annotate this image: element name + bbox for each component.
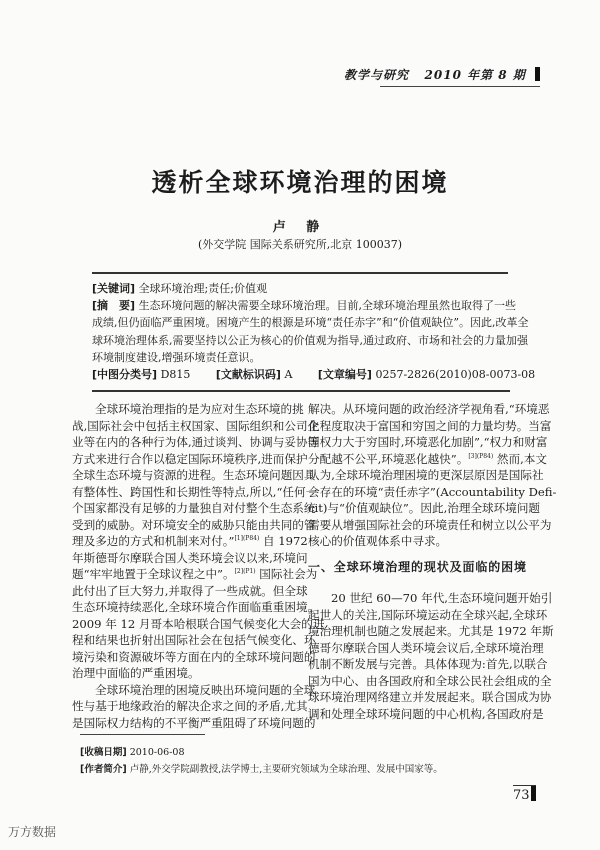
author-bio-text: 卢静,外交学院副教授,法学博士,主要研究领域为全球治理、发展中国家等。 <box>129 764 443 775</box>
doc-code-value: A <box>284 368 293 382</box>
body-line <box>72 434 320 451</box>
body-line <box>72 649 316 666</box>
line-text: 是国际权力结构的不平衡严重阻碍了环境问题的 <box>72 715 316 730</box>
affiliation: (外交学院 国际关系研究所,北京 100037) <box>197 238 403 251</box>
doc-code <box>216 368 293 381</box>
body-line <box>308 533 526 550</box>
body-line <box>72 467 316 484</box>
body-line <box>308 418 552 435</box>
body-line <box>308 607 548 624</box>
body-line <box>72 616 325 633</box>
line-text: 理及多边的方式和机制来对付。” <box>72 534 235 548</box>
received-label: [收稿日期] <box>80 747 127 758</box>
line-text: 需要从增强国际社会的环境责任和树立以公平为 <box>308 517 552 532</box>
running-head <box>344 66 540 83</box>
body-line <box>308 623 554 640</box>
line-text: 国为中心、由各国政府和全球公民社会组成的全 <box>308 673 552 688</box>
author-bio-label: [作者简介] <box>80 764 127 775</box>
line-text: 个国家都没有足够的力量独自对付整个生态系统 <box>72 501 316 515</box>
line-text: 受到的威胁。对环境安全的威胁只能由共同的管 <box>72 517 316 532</box>
line-text: 程和结果也折射出国际社会在包括气候变化、环 <box>72 633 316 647</box>
body-line <box>72 566 318 583</box>
watermark: 万方数据 <box>8 825 57 839</box>
line-text: 方式来进行合作以稳定国际环境秩序,进而保护 <box>72 451 308 466</box>
line-text: 题“牢牢地置于全球议程之中”。 <box>72 567 235 581</box>
line-text: 有整体性、跨国性和长期性等特点,所以,“任何一 <box>72 484 318 499</box>
body-line <box>308 434 548 451</box>
citation-marker: [1](P84) <box>234 535 260 543</box>
line-text: 境治理机制也随之发展起来。尤其是 1972 年斯 <box>308 624 554 638</box>
line-text: 化程度取决于富国和穷国之间的力量均势。当富 <box>308 418 552 433</box>
article-title: 透析全球环境治理的困境 <box>151 168 449 197</box>
body-line <box>72 715 316 732</box>
body-column-left <box>72 401 325 731</box>
body-line <box>72 599 320 616</box>
line-text: 全球环境治理的困境反映出环境问题的全球 <box>95 682 316 697</box>
line-text: 境污染和资源破坏等方面在内的全球环境问题的 <box>72 649 316 664</box>
clc-label: [中图分类号] <box>92 368 158 382</box>
body-line <box>72 698 308 715</box>
line-text: 德哥尔摩联合国人类环境会议后,全球环境治理 <box>308 640 544 655</box>
line-text: 然而,本文 <box>493 451 547 466</box>
body-line <box>72 401 304 418</box>
line-text: 全球生态环境与资源的进程。生态环境问题因具 <box>72 468 316 482</box>
line-text: 分配越不公平,环境恶化越快”。 <box>308 451 469 466</box>
abstract-line: 球环境治理体系,需要坚持以公正为核心的价值观为指导,通过政府、市场和社会的力量加强 <box>92 333 528 347</box>
page-number <box>513 785 536 803</box>
line-text: 自 1972 <box>259 534 308 548</box>
body-line <box>308 706 544 723</box>
clc-value: D815 <box>160 368 191 382</box>
journal-name: 教学与研究 <box>343 68 409 82</box>
body-line <box>72 583 308 600</box>
body-line <box>72 632 316 649</box>
article-no-value: 0257-2826(2010)08-0073-08 <box>375 368 536 382</box>
keywords-row <box>92 280 508 297</box>
body-line <box>308 467 544 484</box>
abstract-line <box>92 297 517 314</box>
header-bar-mark <box>535 67 540 81</box>
body-line <box>72 500 316 517</box>
body-line <box>72 550 308 567</box>
keywords-label: [关键词] <box>92 282 136 295</box>
body-line <box>72 533 308 550</box>
author-bio <box>80 761 443 778</box>
body-line <box>72 451 308 468</box>
section-heading <box>308 559 526 576</box>
line-text: 此付出了巨大努力,并取得了一些成就。但全球 <box>72 583 308 598</box>
line-text: 20 世纪 60—70 年代,生态环境问题开始引 <box>331 591 553 605</box>
body-line <box>72 517 316 534</box>
footnote-rule <box>80 734 205 735</box>
body-line <box>72 418 320 435</box>
body-line <box>72 665 290 682</box>
abstract-line: 环境制度建设,增强环境责任意识。 <box>92 350 261 364</box>
line-text: 球环境治理网络建立并发展起来。联合国成为协 <box>308 690 552 704</box>
line-text: 生态环境持续恶化,全球环境合作面临重重困境。 <box>72 600 320 614</box>
body-line <box>308 484 557 501</box>
line-text: 战,国际社会中包括主权国家、国际组织和公司企 <box>72 418 320 433</box>
footnotes <box>80 744 443 778</box>
line-text: 2009 年 12 月哥本哈根联合国气候变化大会的进 <box>72 616 325 631</box>
citation-marker: [2](P1) <box>234 568 256 576</box>
line-text: 机制不断发展与完善。具体体现为:首先,以联合 <box>308 657 548 671</box>
page-number-text: 73 <box>513 788 530 803</box>
abstract-text: 生态环境问题的解决需要全球环境治理。目前,全球环境治理虽然也取得了一些 <box>138 299 517 313</box>
line-text: 治理中面临的严重困境。 <box>72 666 200 680</box>
line-text: 年斯德哥尔摩联合国人类环境会议以来,环境问 <box>72 550 308 565</box>
body-line <box>72 682 316 699</box>
body-line <box>308 590 553 607</box>
article-no <box>318 368 535 381</box>
line-text: 国际社会为 <box>255 567 318 581</box>
line-text: 会存在的环境“责任赤字”(Accountability Defi- <box>308 484 557 499</box>
body-line <box>308 500 541 517</box>
issue-label: 2010 年第 8 期 <box>424 68 526 82</box>
body-line <box>308 673 552 690</box>
body-column-right <box>308 401 557 722</box>
keywords: 全球环境治理;责任;价值观 <box>138 282 267 295</box>
line-text: 认为,全球环境治理困境的更深层原因是国际社 <box>308 468 544 482</box>
line-text: 解决。从环境问题的政治经济学视角看,“环境恶 <box>308 402 550 416</box>
clc <box>92 368 190 381</box>
abstract-bottom-rule <box>92 390 510 392</box>
page-bar-mark <box>531 786 536 801</box>
abstract-label: [摘 要] <box>92 299 136 313</box>
doc-code-label: [文献标识码] <box>215 368 281 382</box>
body-line <box>308 640 544 657</box>
abstract-line: 成绩,但仍面临严重困境。困境产生的根源是环境“责任赤字”和“价值观缺位”。因此,改革全 <box>92 316 529 330</box>
body-line <box>72 484 318 501</box>
line-text: 性与基于地缘政治的解决企求之间的矛盾,尤其 <box>72 699 308 713</box>
received-value: 2010-06-08 <box>129 747 185 758</box>
body-line <box>308 401 550 418</box>
line-text: 全球环境治理指的是为应对生态环境的挑 <box>95 402 304 416</box>
header-rule <box>380 86 540 87</box>
citation-marker: [3](P84) <box>468 452 494 460</box>
body-line <box>308 517 552 534</box>
body-line <box>308 656 548 673</box>
body-line <box>308 451 547 468</box>
line-text: 业等在内的各种行为体,通过谈判、协调与妥协等 <box>72 435 320 449</box>
received-date <box>80 744 443 761</box>
body-line <box>308 689 552 706</box>
line-text: 起世人的关注,国际环境运动在全球兴起,全球环 <box>308 607 548 622</box>
article-no-label: [文章编号] <box>317 368 372 382</box>
line-text: 国权力大于穷国时,环境恶化加剧”,“权力和财富 <box>308 435 548 449</box>
abstract-top-rule <box>92 272 508 274</box>
line-text: cit)与“价值观缺位”。因此,治理全球环境问题 <box>308 501 541 515</box>
line-text: 一、全球环境治理的现状及面临的困境 <box>308 559 526 574</box>
author-name: 卢 静 <box>272 220 328 235</box>
line-text: 核心的价值观体系中寻求。 <box>308 534 448 548</box>
line-text: 调和处理全球环境问题的中心机构,各国政府是 <box>308 706 544 721</box>
classification-row <box>92 366 536 383</box>
abstract-block <box>92 280 536 383</box>
